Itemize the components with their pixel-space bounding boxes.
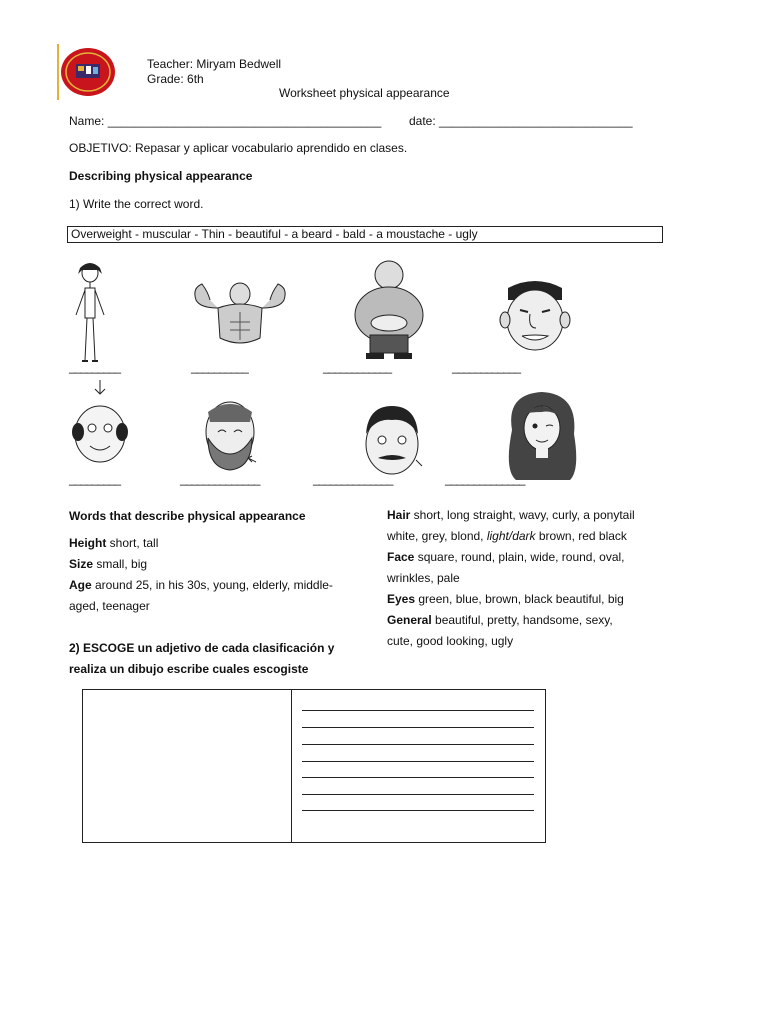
vocab-general-cont [387,631,513,652]
word-bank [67,226,663,243]
vocab-hair [387,505,635,526]
date-line: _____________________________ [439,114,633,128]
name-label: Name: [69,114,105,128]
vocab-italic-text: light/dark [486,529,536,543]
vocab-face-cont [387,568,460,589]
answer-blank-7[interactable]: ______________ [313,472,393,486]
box-divider [291,690,292,842]
word-bank-text: Overweight - muscular - Thin - beautiful - a beard - bald - a moustache - ugly [71,227,478,241]
section1-instruction: 1) Write the correct word. [69,197,204,211]
objective: OBJETIVO: Repasar y aplicar vocabulario aprendido en clases. [69,141,408,155]
answer-blank-5[interactable]: _________ [69,472,121,486]
vocab-text: around 25, in his 30s, young, elderly, middle- [91,578,333,592]
vocab-term: General [387,613,432,627]
vocab-general [387,610,613,631]
section1-heading: Describing physical appearance [69,169,253,183]
vocab-text: cute, good looking, ugly [387,634,514,648]
writing-line[interactable] [302,777,534,778]
vocab-text: wrinkles, pale [387,571,460,585]
school-logo [57,44,117,100]
vocab-text: short, tall [106,536,159,550]
worksheet-title: Worksheet physical appearance [279,86,450,100]
vocab-hair-cont [387,526,627,547]
writing-line[interactable] [302,744,534,745]
vocab-term: Size [69,557,94,571]
section2-line-1: 2) ESCOGE un adjetivo de cada clasificación y [69,641,335,655]
answer-blank-3[interactable]: ____________ [323,360,392,374]
vocab-term: Age [69,578,92,592]
vocab-text: small, big [93,557,148,571]
vocab-age-cont [69,596,150,617]
writing-line[interactable] [302,761,534,762]
teacher-line: Teacher: Miryam Bedwell [147,57,282,71]
drawing-answer-box [82,689,546,843]
thin-person-figure [70,260,110,369]
vocab-text: beautiful, pretty, handsome, sexy, [431,613,613,627]
answer-blank-1[interactable]: _________ [69,360,121,374]
vocab-size [69,554,147,575]
vocab-term: Face [387,550,415,564]
vocab-text: aged, teenager [69,599,150,613]
ugly-face-figure [498,276,572,357]
drawing-area[interactable] [83,690,291,842]
vocab-text: green, blue, brown, black beautiful, big [415,592,624,606]
vocab-eyes [387,589,624,610]
vocab-text: brown, red black [535,529,627,543]
grade-line: Grade: 6th [147,72,204,86]
overweight-person-figure [350,259,428,368]
writing-line[interactable] [302,810,534,811]
writing-line[interactable] [302,710,534,711]
date-field[interactable] [409,114,633,129]
vocab-face [387,547,625,568]
bearded-man-figure [198,398,264,481]
writing-line[interactable] [302,727,534,728]
name-line: _________________________________________ [107,114,382,128]
answer-blank-2[interactable]: __________ [191,360,248,374]
vocab-term: Eyes [387,592,416,606]
answer-blank-8[interactable]: ______________ [445,472,525,486]
vocab-height [69,533,158,554]
vocab-age [69,575,333,596]
answer-blank-4[interactable]: ____________ [452,360,521,374]
vocab-term: Hair [387,508,411,522]
vocab-text: short, long straight, wavy, curly, a ponytail [410,508,635,522]
name-field[interactable] [69,114,381,129]
vocab-heading: Words that describe physical appearance [69,509,306,523]
muscular-person-figure [188,278,292,355]
bald-person-figure [70,378,134,475]
vocab-text: square, round, plain, wide, round, oval, [414,550,625,564]
section2-line-2: realiza un dibujo escribe cuales escogiste [69,662,309,676]
answer-blank-6[interactable]: ______________ [180,472,260,486]
vocab-term: Height [69,536,107,550]
vocab-text: white, grey, blond, [387,529,487,543]
date-label: date: [409,114,436,128]
writing-line[interactable] [302,794,534,795]
